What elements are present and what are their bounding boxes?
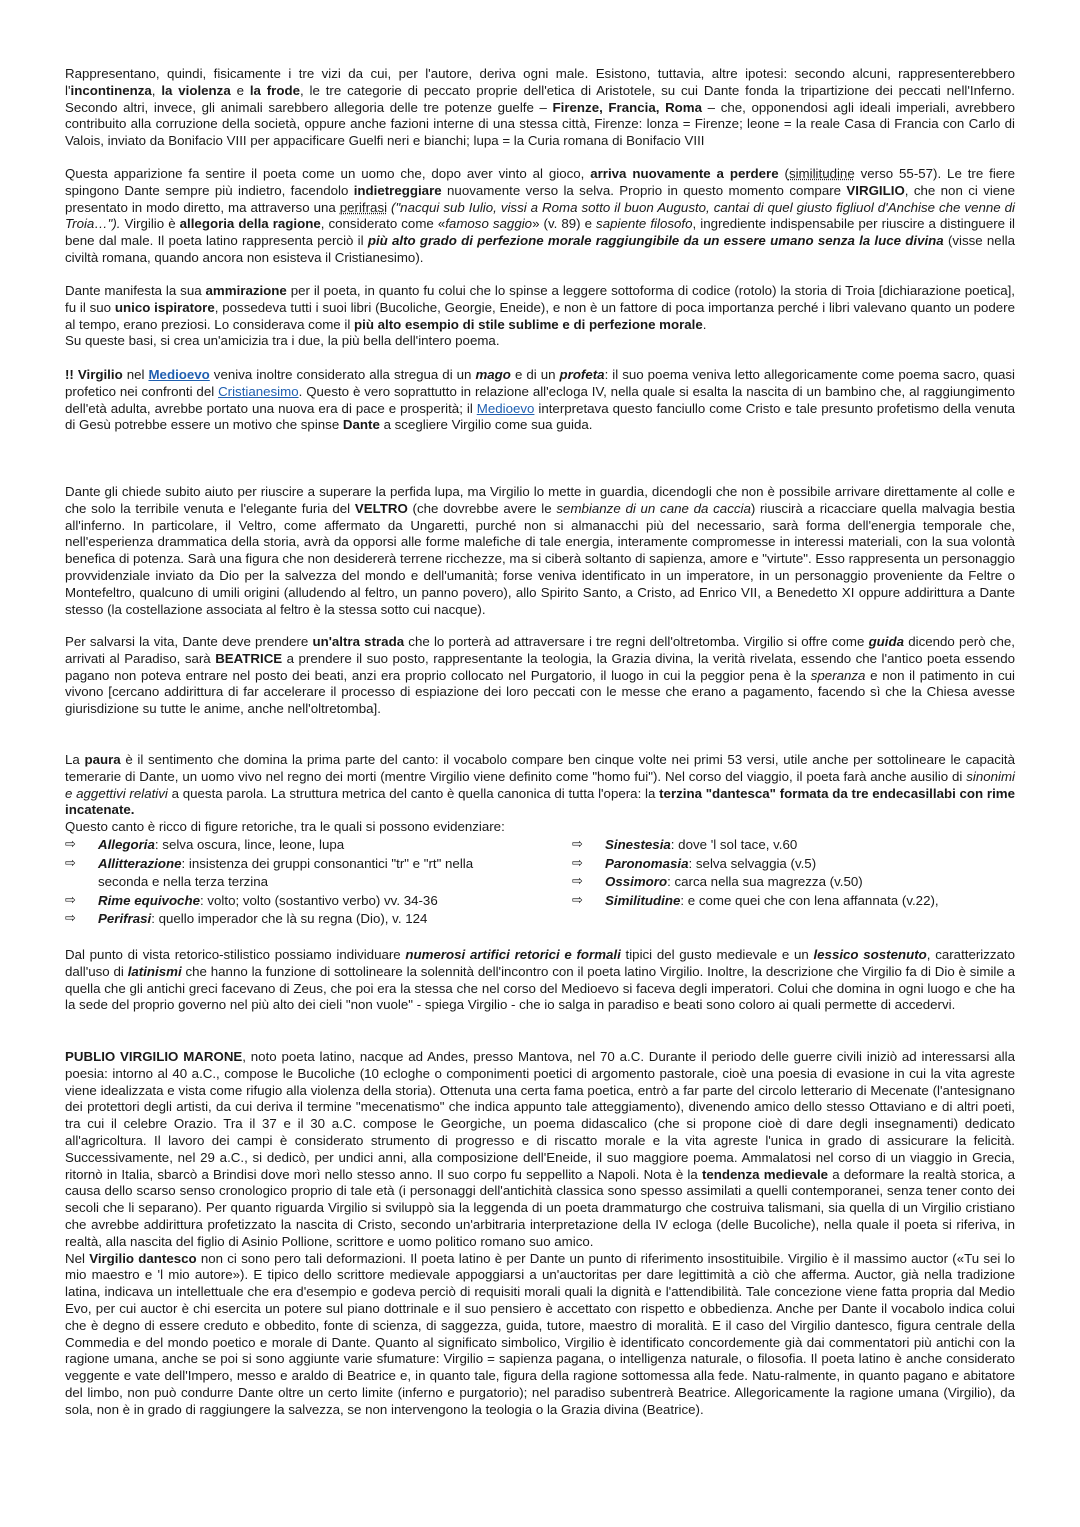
paragraph-dante-admiration: Dante manifesta la sua ammirazione per il poeta, in quanto fu colui che lo spinse a leggere sottoforma di codice (rotolo) la storia di Troia [dichiarazione poetica], fu il suo unico ispiratore, possedeva tutti i suoi libri (Bucoliche, Georgie, Eneide), e non è un fattore di poca importanza perché i libri valevano quanto un podere al tempo, erano preziosi. Lo considerava come il più alto esempio di stile sublime e di perfezione morale. Su queste basi, si crea un'amicizia tra i due, la più bella dell'intero poema. <box>65 283 1015 349</box>
arrow-right-icon: ⇨ <box>65 855 76 871</box>
list-item: ⇨ Allitterazione: insistenza dei gruppi consonantici "tr" e "rt" nella seconda e nella terza terzina <box>65 855 474 890</box>
paragraph-beatrice: Per salvarsi la vita, Dante deve prendere un'altra strada che lo porterà ad attraversare i tre regni dell'oltretomba. Virgilio si offre come guida dicendo però che, arrivati al Paradiso, sarà BEATRICE a prendere il suo posto, rappresentante la teologia, la Grazia divina, la verità rivelata, essendo che l'antico poeta essendo pagano non poteva entrare nel posto dei beati, anzi era proprio collocato nel Purgatorio, il luogo in cui la peggior pena è la speranza e non il patimento in cui vivono [cercano addirittura di far accelerare il processo di espiazione dei loro peccati con le messe che erano a pagamento, facendo sì che la Chiesa avesse giurisdizione su tutte le anime, anche nell'oltretomba]. <box>65 634 1015 717</box>
paragraph-publio-virgilio: PUBLIO VIRGILIO MARONE, noto poeta latino, nacque ad Andes, presso Mantova, nel 70 a.C. Durante il periodo delle guerre civili iniziò ad interessarsi alla poesia: intorno al 40 a.C., compose le Bucoliche (10 ecloghe o componimenti poetici di argomento pastorale, cioè una poesia di evasione in cui la vita agreste viene idealizzata e vista come rifugio alla violenza della storia). Ottenuta una certa fama poetica, entrò a far parte del circolo letterario di Mecenate (l'antesignano dei protettori degli artisti, da cui deriva il termine "mecenatismo" che indica appunto tale atteggiamento), divenendo amico dello stesso Ottaviano e di altri poeti, tra cui il celebre Orazio. Tra il 37 e il 30 a.C. compose le Georgiche, un poema didascalico (che si propone cioè di dare degli insegnamenti) dedicato all'agricoltura. Il lavoro dei campi è considerato strumento di progresso e di riscatto morale e la vita agreste l'unica in grado di assicurare la felicità. Successivamente, nel 29 a.C., si dedicò, per undici anni, alla composizione dell'Eneide, il suo maggiore poema. Ammalatosi nel corso di un viaggio in Grecia, ritornò in Italia, sbarcò a Brindisi dove morì nello stesso anno. Il suo corpo fu seppellito a Napoli. Nota è la tendenza medievale a deformare la realtà storica, a causa dello scarso senso cronologico proprio di tale età (i personaggi dell'antichità classica sono spesso assimilati a quelli contemporanei, senza tener conto dei secoli che li separano). Per quanto riguarda Virgilio si sviluppò sia la leggenda di un poeta drammaturgo che costruiva talismani, sia quella di un Virgilio cristiano che avrebbe addirittura profetizzato la nascita di Cristo, secondo un'arbitraria interpretazione della IV ecloga (delle Bucoliche), nella quale il poeta si riferiva, in realtà, alla nascita del figlio di Asinio Pollione, scrittore e uomo politico romano suo amico. Nel Virgilio dantesco non ci sono pero tali deformazioni. Il poeta latino è per Dante un punto di riferimento insostituibile. Virgilio è il massimo auctor («Tu sei lo mio maestro e 'l mio autore»). E tipico dello scrittore medievale appoggiarsi a un'auctoritas per dare legittimità a ciò che afferma. Auctor, già nella tradizione latina, indicava un intellettuale che era d'esempio e godeva perciò di requisiti morali quali la dignità e l'attendibilità. Tale concezione viene fatta propria dal Medio Evo, per cui auctor è chi esercita un potere sul piano dottrinale e il suo pensiero è accettato con rispetto e obbedienza. Anche per Dante il vocabolo indica colui che è degno di essere creduto e obbedito, fonte di scienza, di saggezza, guida, tutore, maestro di moralità. E il caso del Virgilio dantesco, figura centrale della Commedia e del mondo poetico e morale di Dante. Quanto al significato simbolico, Virgilio è identificato concordemente già dai commentatori più antichi con la ragione umana, anche se poi si sono aggiunte varie sfumature: Virgilio = sapienza pagana, o intelligenza naturale, o filosofia. Il poeta latino è anche considerato veggente e vate dell'Impero, messo e araldo di Beatrice e, in quanto tale, figura della ragione sottomessa alla fede. Natu-ralmente, in quanto pagano e abitatore del limbo, non può condurre Dante oltre un certo limite (inferno e purgatorio); nel paradiso subentrerà Beatrice. Allegoricamente la ragione umana (Virgilio), da sola, non è in grado di raggiungere la salvezza, se non intervengono la teologia o la Grazia divina (Beatrice). <box>65 1049 1015 1417</box>
list-item: ⇨ Paronomasia: selva selvaggia (v.5) <box>572 855 1012 874</box>
arrow-right-icon: ⇨ <box>572 874 583 890</box>
paragraph-allegory-beasts: Rappresentano, quindi, fisicamente i tre vizi da cui, per l'autore, deriva ogni male. Esistono, tuttavia, altre ipotesi: secondo alcuni, rappresenterebbero l'incontinenza, la violenza e la frode, le tre categorie di peccato proprie dell'etica di Aristotele, su cui Dante fonda la tripartizione dei peccati nell'Inferno. Secondo altri, invece, gli animali sarebbero allegoria delle tre potenze guelfe – Firenze, Francia, Roma – che, opponendosi agli ideali imperiali, avrebbero contribuito alla corruzione della società, oppure anche fazioni interne di una stessa città, Firenze: lonza = Firenze; leone = la reale Casa di Francia con Carlo di Valois, inviato da Bonifacio VIII per appacificare Guelfi neri e bianchi; lupa = la Curia romana di Bonifacio VIII <box>65 66 1015 149</box>
arrow-right-icon: ⇨ <box>572 855 583 871</box>
arrow-right-icon: ⇨ <box>65 892 76 908</box>
figures-column-right <box>572 836 1012 910</box>
arrow-right-icon: ⇨ <box>65 911 76 927</box>
arrow-right-icon: ⇨ <box>572 892 583 908</box>
list-item: ⇨ Rime equivoche: volto; volto (sostantivo verbo) vv. 34-36 <box>65 892 525 911</box>
list-item: ⇨ Perifrasi: quello imperador che là su regna (Dio), v. 124 <box>65 910 525 929</box>
link-medioevo-2[interactable]: Medioevo <box>476 400 535 416</box>
link-cristianesimo[interactable]: Cristianesimo <box>218 383 299 399</box>
list-item: ⇨ Allegoria: selva oscura, lince, leone, lupa <box>65 836 525 855</box>
paragraph-paura: La paura è il sentimento che domina la prima parte del canto: il vocabolo compare ben cinque volte nei primi 53 versi, utile anche per sottolineare le capacità temerarie di Dante, un uomo vivo nel regno dei morti (mentre Virgilio viene definito come "homo fui"). Nel corso del viaggio, il poeta farà anche ausilio di sinonimi e aggettivi relativi a questa parola. La struttura metrica del canto è quella canonica di tutta l'opera: la terzina "dantesca" formata da tre endecasillabi con rime incatenate. Questo canto è ricco di figure retoriche, tra le quali si possono evidenziare: <box>65 752 1016 835</box>
arrow-right-icon: ⇨ <box>572 837 583 852</box>
list-item: ⇨ Ossimoro: carca nella sua magrezza (v.50) <box>572 873 1012 892</box>
list-item: ⇨ Sinestesia: dove 'l sol tace, v.60 <box>572 836 1012 855</box>
figures-column-left <box>65 836 525 929</box>
arrow-right-icon: ⇨ <box>65 837 76 852</box>
link-medioevo[interactable]: Medioevo <box>148 367 210 382</box>
paragraph-virgilio-appears: Questa apparizione fa sentire il poeta come un uomo che, dopo aver vinto al gioco, arriva nuovamente a perdere (similitudine verso 55-57). Le tre fiere spingono Dante sempre più indietro, facendolo indietreggiare nuovamente verso la selva. Proprio in questo momento compare VIRGILIO, che non ci viene presentato in modo diretto, ma attraverso una perifrasi ("nacqui sub Iulio, vissi a Roma sotto il buon Augusto, cantai di quel giusto figliuol d'Anchise che venne di Troia…"). Virgilio è allegoria della ragione, considerato come «famoso saggio» (v. 89) e sapiente filosofo, ingrediente indispensabile per riuscire a distinguere il bene dal male. Il poeta latino rappresenta perciò il più alto grado di perfezione morale raggiungibile da un essere umano senza la luce divina (visse nella civiltà romana, quando ancora non esisteva il Cristianesimo). <box>65 166 1016 265</box>
paragraph-virgilio-medioevo: !! Virgilio nel Medioevo veniva inoltre considerato alla stregua di un mago e di un profeta: il suo poema veniva letto allegoricamente come poema sacro, quasi profetico nei confronti del Cristianesimo. Questo è vero soprattutto in relazione all'ecloga IV, nella quale si esalta la nascita di un bambino che, al raggiungimento dell'età adulta, avrebbe portato una nuova era di pace e prosperità; il Medioevo interpretava questo fanciullo come Cristo e tale presunto profetismo della venuta di Gesù potrebbe essere un motivo che spinse Dante a scegliere Virgilio come sua guida. <box>65 367 1015 433</box>
paragraph-stylistic: Dal punto di vista retorico-stilistico possiamo individuare numerosi artifici retorici e formali tipici del gusto medievale e un lessico sostenuto, caratterizzato dall'uso di latinismi che hanno la funzione di sottolineare la solennità dell'incontro con il poeta latino Virgilio. Inoltre, la descrizione che Virgilio fa di Dio è simile a quella che gli antichi greci facevano di Zeus, che poi era la stessa che nel corso del Medioevo si faceva degli imperatori. Colui che domina in ogni luogo e che ha la sede del proprio governo nel più alto dei cieli "non vuole" - spiega Virgilio - che io salga in paradiso e beati sono coloro ai quali permette di accedervi. <box>65 947 1016 1013</box>
paragraph-veltro: Dante gli chiede subito aiuto per riuscire a superare la perfida lupa, ma Virgilio lo mette in guardia, dicendogli che non è possibile arrivare direttamente al colle e che solo la terribile venuta e l'elegante furia del VELTRO (che dovrebbe avere le sembianze di un cane da caccia) riuscirà a ricacciare quella malvagia bestia all'inferno. In particolare, il Veltro, come affermato da Ungaretti, purché non si almanacchi più del necessario, sarà forma dell'energia temporale che, nell'esperienza drammatica della storia, avrà da opporsi alle forme malefiche di tale energia, interamente compromesse in interessi materiali, con la sua volontà benefica di potenza. Sarà una figura che non desidererà terrene ricchezze, ma si ciberà soltanto di sapienza, amore e "virtute". Esso rappresenta un personaggio provvidenziale inviato da Dio per la salvezza del mondo e dell'umanità; forse veniva identificato in un imperatore, in un personaggio proveniente da Feltre o Montefeltro, qualcuno di umili origini (alludendo al feltro, un panno povero), allo Spirito Santo, a Cristo, ad Enrico VII, a Benedetto XI oppure addirittura a Dante stesso (la costellazione associata al feltro è la stessa sotto cui nacque). <box>65 484 1016 617</box>
list-item: ⇨ Similitudine: e come quei che con lena affannata (v.22), <box>572 892 1012 911</box>
